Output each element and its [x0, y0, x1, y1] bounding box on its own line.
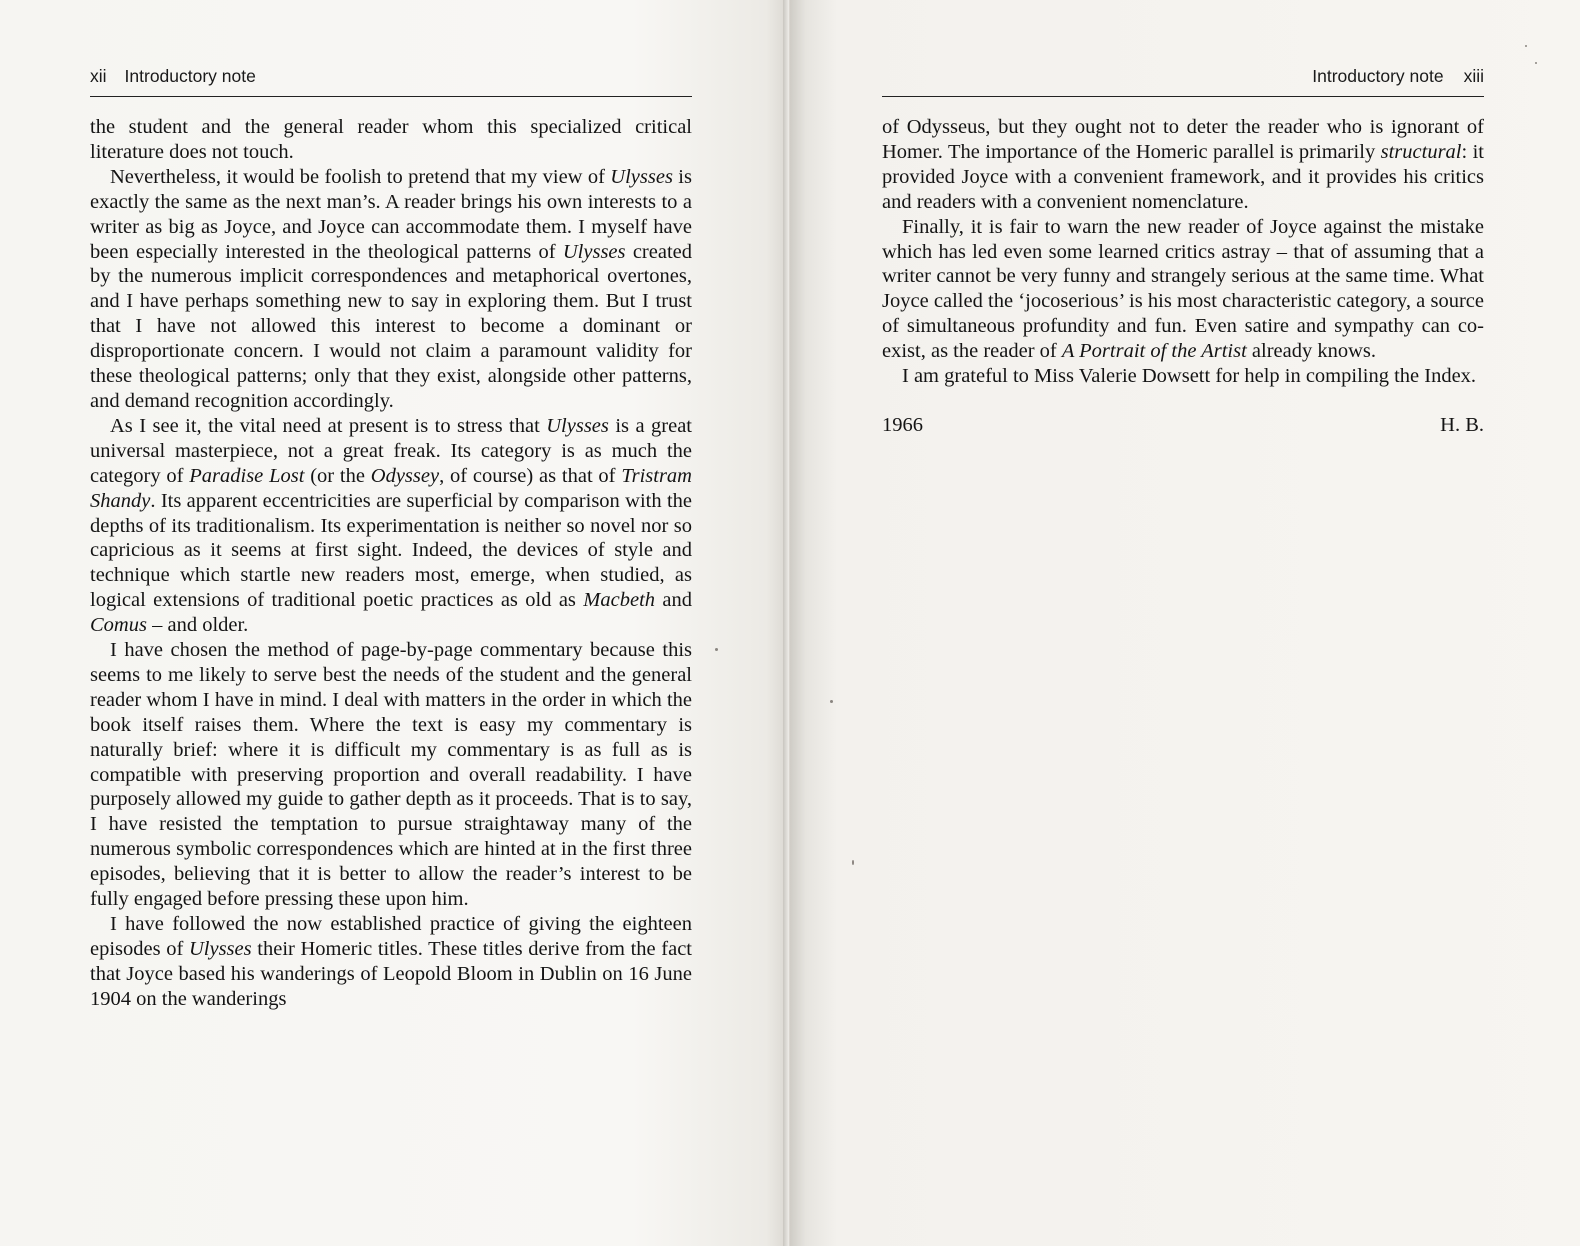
body-paragraph	[90, 638, 692, 912]
right-page	[790, 0, 1580, 1246]
text-run: of Odysseus, but they ought not to deter the reader who is ignorant of Homer. The importance of the Homeric parallel is primarily	[882, 116, 1484, 163]
text-run: I am grateful to Miss Valerie Dowsett for help in compiling the Index.	[902, 365, 1477, 388]
right-page-body-text	[882, 115, 1484, 389]
body-paragraph	[90, 165, 692, 414]
signature-row	[882, 414, 1484, 437]
text-run: created by the numerous implicit correspondences and metaphorical overtones, and I have perhaps something new to say in exploring them. But I trust that I have not allowed this interest to become a dominant or disproportionate concern. I would not claim a paramount validity for these theological patterns; only that they exist, alongside other patterns, and demand recognition accordingly.	[90, 240, 692, 412]
italic-title: Paradise Lost	[189, 464, 305, 487]
page-number-left: xii	[90, 66, 107, 86]
italic-title: structural	[1380, 140, 1462, 163]
preface-date: 1966	[882, 413, 923, 436]
paper-speck	[1535, 62, 1537, 64]
running-head-left	[90, 66, 692, 97]
left-page-body-text	[90, 115, 692, 1012]
text-run: already knows.	[1246, 340, 1377, 363]
text-run: . Its apparent eccentricities are superficial by comparison with the depths of its traditionalism. Its experimentation is neither so novel nor so capricious as it seems at first sight. Indeed, the devices of style and technique which startle new readers most, emerge, when studied, as logical extensions of traditional poetic practices as old as	[90, 489, 692, 612]
body-paragraph	[882, 115, 1484, 215]
body-paragraph	[90, 115, 692, 165]
page-number-right: xiii	[1463, 66, 1484, 86]
text-run: the student and the general reader whom this specialized critical literature does not touch.	[90, 116, 692, 163]
text-run: is exactly the same as the next man’s. A reader brings his own interests to a writer as big as Joyce, and Joyce can accommodate them. I myself have been especially interested in the theological patterns of	[90, 165, 692, 263]
text-run: Nevertheless, it would be foolish to pretend that my view of	[110, 165, 611, 188]
paper-speck	[852, 860, 854, 865]
italic-title: Macbeth	[583, 589, 656, 612]
italic-title: A Portrait of the Artist	[1061, 340, 1247, 363]
paper-speck	[1525, 45, 1527, 47]
text-run: I have followed the now established practice of giving the eighteen episodes of	[90, 913, 692, 960]
text-run: I have chosen the method of page-by-page commentary because this seems to me likely to serve best the needs of the student and the general reader whom I have in mind. I deal with matters in the order in which the book itself raises them. Where the text is easy my commentary is naturally brief: where it is difficult my commentary is as full as is compatible with preserving proportion and overall readability. I have purposely allowed my guide to gather depth as it proceeds. That is to say, I have resisted the temptation to pursue straightaway many of the numerous symbolic correspondences which are hinted at in the first three episodes, believing that it is better to allow the reader’s interest to be fully engaged before pressing these upon him.	[90, 639, 692, 911]
author-initials: H. B.	[1440, 413, 1484, 436]
body-paragraph	[90, 414, 692, 638]
body-paragraph	[882, 364, 1484, 389]
book-gutter	[783, 0, 789, 1246]
paper-speck	[715, 648, 718, 651]
paper-speck	[830, 700, 833, 703]
italic-title: Ulysses	[188, 937, 252, 960]
running-head-right	[882, 66, 1484, 97]
italic-title: Tristram Shandy	[90, 464, 692, 512]
text-run: is a great universal masterpiece, not a great freak. Its category is as much the category of	[90, 414, 692, 487]
body-paragraph	[882, 215, 1484, 364]
italic-title: Ulysses	[546, 414, 609, 437]
italic-title: Odyssey	[370, 464, 440, 487]
text-run: and	[655, 589, 693, 612]
text-run: their Homeric titles. These titles derive from the fact that Joyce based his wanderings of Leopold Bloom in Dublin on 16 June 1904 on the wanderings	[90, 937, 692, 1010]
running-head-title-right: Introductory note	[1312, 66, 1444, 86]
body-paragraph	[90, 912, 692, 1012]
text-run: : it provided Joyce with a convenient framework, and it provides his critics and readers with a convenient nomenclature.	[882, 140, 1485, 213]
text-run: Finally, it is fair to warn the new reader of Joyce against the mistake which has led even some learned critics astray – that of assuming that a writer cannot be very funny and strangely serious at the same time. What Joyce called the ‘jocoserious’ is his most characteristic category, a source of simultaneous profundity and fun. Even satire and sympathy can co-exist, as the reader of	[882, 215, 1484, 363]
text-run: , of course) as that of	[439, 464, 622, 487]
text-run: (or the	[304, 464, 371, 487]
italic-title: Comus	[90, 614, 147, 637]
italic-title: Ulysses	[610, 165, 673, 188]
text-run: – and older.	[146, 614, 249, 637]
text-run: As I see it, the vital need at present is to stress that	[110, 414, 547, 437]
italic-title: Ulysses	[562, 240, 626, 263]
running-head-title-left: Introductory note	[124, 66, 256, 86]
